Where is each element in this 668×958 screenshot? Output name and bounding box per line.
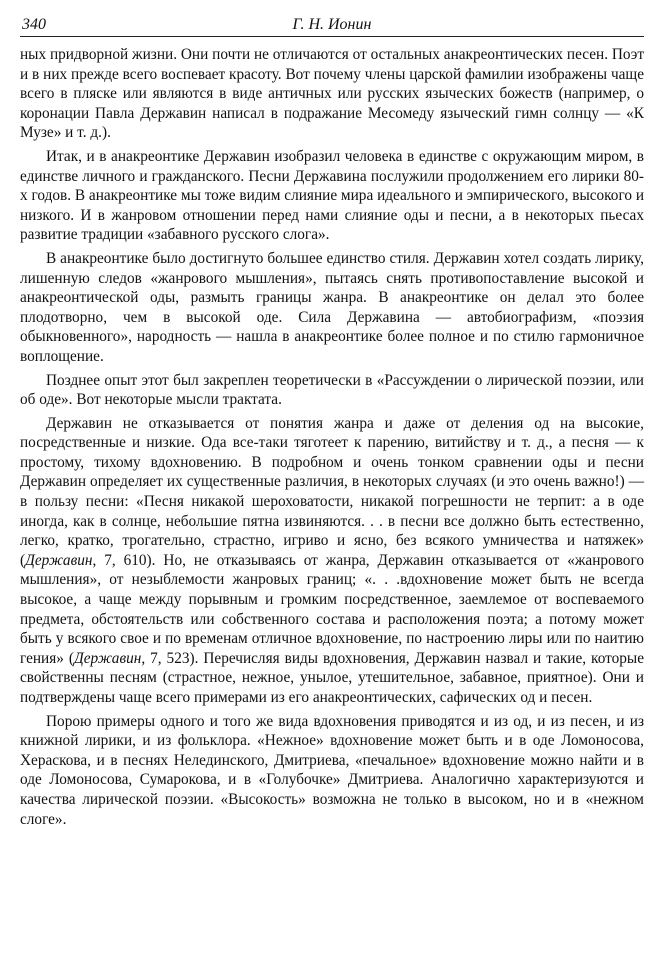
citation-author: Державин xyxy=(73,649,142,667)
paragraph: Итак, и в анакреонтике Державин изобразил человека в единстве с окружающим миром, в единстве личного и гражданского. Песни Державина послужили продолжением его лирики 80-х годов. В анакреонтике мы тоже видим слияние мира идеального и эмпирического, высокого и низкого. И в жанровом отношении перед нами слияние оды и песни, а в некоторых пьесах развитие традиции «забавного русского слога». xyxy=(20,147,645,244)
paragraph-continuation: ных придворной жизни. Они почти не отличаются от остальных анакреонтических песен. Поэт и в них прежде всего воспевает красоту. Вот почему члены царской фамилии изображены чаще всего в пляске или являются в виде античных или русских языческих божеств (например, о коронации Павла Державин написал в подражание Месомеду языческий гимн солнцу — «К Музе» и т. д.). xyxy=(20,46,644,142)
paragraph: В анакреонтике было достигнуто большее единство стиля. Державин хотел создать лирику, лишенную следов «жанрового мышления», пытаясь снять противопоставление высокой и анакреонтической оды, размыть границы жанра. В анакреонтике он делал это более плодотворно, чем в высокой оде. Сила Державина — автобиографизм, «поэзия обыкновенного», народность — нашла в анакреонтике более полное и по стилю гармоничное воплощение. xyxy=(20,249,644,365)
paragraph-text: , 7, 610). Но, не отказываясь от жанра, Державин отказывается от «жанрового мышления», от незыблемости жанровых границ; «. . .вдохновение может быть не всегда высокое, а чаще между порывным и громким посредственное, заемлемое от воспеваемого предмета, обстоятельств или собственного состава и расположения поэта; а потому может быть у всякого свое и по временам отличное вдохновение, по настроению лиры или по наитию гения» ( xyxy=(20,551,644,667)
paragraph-with-citations xyxy=(20,414,644,708)
page-number: 340 xyxy=(22,16,46,33)
paragraph-text: , 7, 523). Перечисляя виды вдохновения, Державин назвал и такие, которые свойственны песням (страстное, нежное, унылое, утешительное, забавное, приятное). Они и подтверждены чаще всего примерами из его анакреонтических, сафических од и песен. xyxy=(20,649,644,706)
running-header xyxy=(20,14,644,37)
citation-author: Державин xyxy=(25,551,93,569)
paragraph: Порою примеры одного и того же вида вдохновения приводятся и из од, и из песен, и из книжной лирики, и из фольклора. «Нежное» вдохновение может быть и в оде Ломоносова, Хераскова, и в песнях Нелединского, Дмитриева, «печальное» вдохновение можно найти и в оде Ломоносова, Сумарокова, и в «Голубочке» Дмитриева. Аналогично характеризуются и качества лирической поэзии. «Высокость» возможна не только в высоком, но и в «нежном слоге». xyxy=(20,712,644,828)
paragraph-text: Державин не отказывается от понятия жанра и даже от деления од на высокие, посредственные и низкие. Ода все-таки тяготеет к парению, витийству и т. д., а песня — к простому, тихому вдохновению. В подробном и очень тонком сравнении оды и песни Державин определяет их существенные различия, в некоторых случаях (и это очень важно!) — в пользу песни: «Песня никакой шероховатости, никакой погрешности не терпит: а в оде иногда, как в солнце, небольшие пятна извиняются. . . в песни все должно быть естественно, легко, кратко, трогательно, страстно, игриво и ясно, без всякого умничества и натяжек» ( xyxy=(20,414,644,569)
running-title: Г. Н. Ионин xyxy=(292,16,372,33)
body-text xyxy=(20,45,644,829)
paragraph: Позднее опыт этот был закреплен теоретически в «Рассуждении о лирической поэзии, или об оде». Вот некоторые мысли трактата. xyxy=(20,371,644,409)
